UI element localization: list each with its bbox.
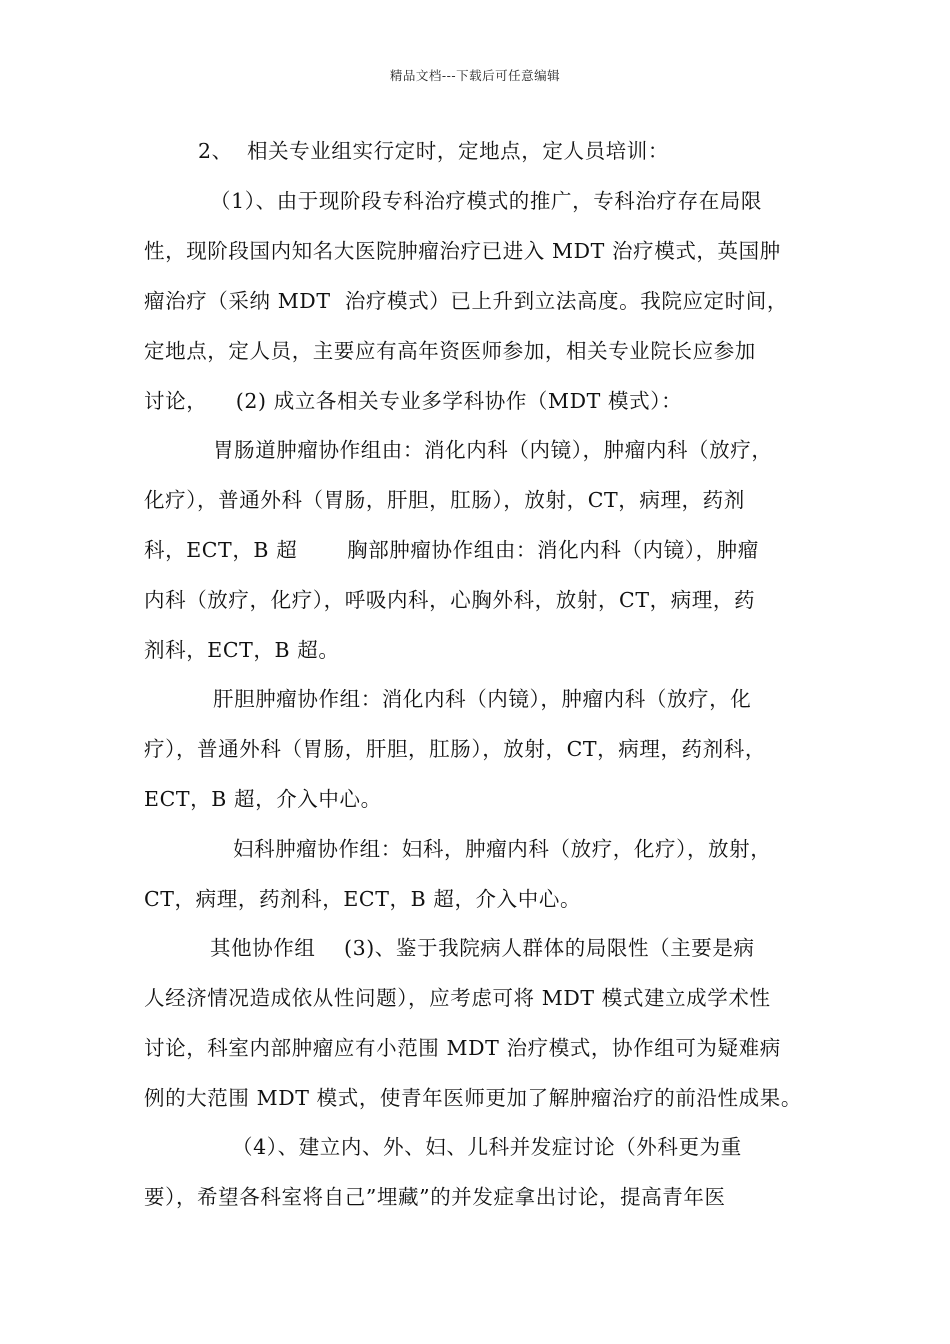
text-line: 肝胆肿瘤协作组：消化内科（内镜），肿瘤内科（放疗，化 [213, 687, 752, 711]
text-line: 性，现阶段国内知名大医院肿瘤治疗已进入 MDT 治疗模式，英国肿 [144, 239, 781, 263]
text-line: 人经济情况造成依从性问题），应考虑可将 MDT 模式建立成学术性 [144, 986, 771, 1010]
text-line: 妇科肿瘤协作组：妇科，肿瘤内科（放疗，化疗），放射， [233, 837, 772, 861]
text-line: 疗），普通外科（胃肠，肝胆，肛肠），放射，CT，病理，药剂科， [144, 737, 766, 761]
text-line: 要），希望各科室将自己”埋藏”的并发症拿出讨论，提高青年医 [144, 1185, 726, 1209]
text-line: 讨论， (2) 成立各相关专业多学科协作（MDT 模式）： [144, 389, 683, 413]
text-line: （4）、建立内、外、妇、儿科并发症讨论（外科更为重 [232, 1135, 742, 1159]
text-line: 胃肠道肿瘤协作组由：消化内科（内镜），肿瘤内科（放疗， [213, 438, 773, 462]
text-line: 例的大范围 MDT 模式，使青年医师更加了解肿瘤治疗的前沿性成果。 [144, 1086, 802, 1110]
text-line: 科，ECT，B 超 胸部肿瘤协作组由：消化内科（内镜），肿瘤 [144, 538, 759, 562]
text-line: 剂科，ECT，B 超。 [144, 638, 340, 662]
page-header: 精品文档---下载后可任意编辑 [389, 68, 561, 83]
text-line: 内科（放疗，化疗），呼吸内科，心胸外科，放射，CT，病理，药 [144, 588, 756, 612]
text-line: 定地点，定人员，主要应有高年资医师参加，相关专业院长应参加 [144, 339, 756, 363]
text-line: 讨论，科室内部肿瘤应有小范围 MDT 治疗模式，协作组可为疑难病 [144, 1036, 781, 1060]
text-line: 化疗），普通外科（胃肠，肝胆，肛肠），放射，CT，病理，药剂 [144, 488, 745, 512]
text-line: ECT，B 超，介入中心。 [144, 787, 382, 811]
text-line: CT，病理，药剂科，ECT，B 超，介入中心。 [144, 887, 582, 911]
text-line: 其他协作组 (3)、鉴于我院病人群体的局限性（主要是病 [210, 936, 755, 960]
text-line: （1）、由于现阶段专科治疗模式的推广，专科治疗存在局限 [210, 189, 762, 213]
text-line: 2、 相关专业组实行定时，定地点，定人员培训： [198, 139, 669, 163]
text-line: 瘤治疗（采纳 MDT 治疗模式）已上升到立法高度。我院应定时间， [144, 289, 788, 313]
